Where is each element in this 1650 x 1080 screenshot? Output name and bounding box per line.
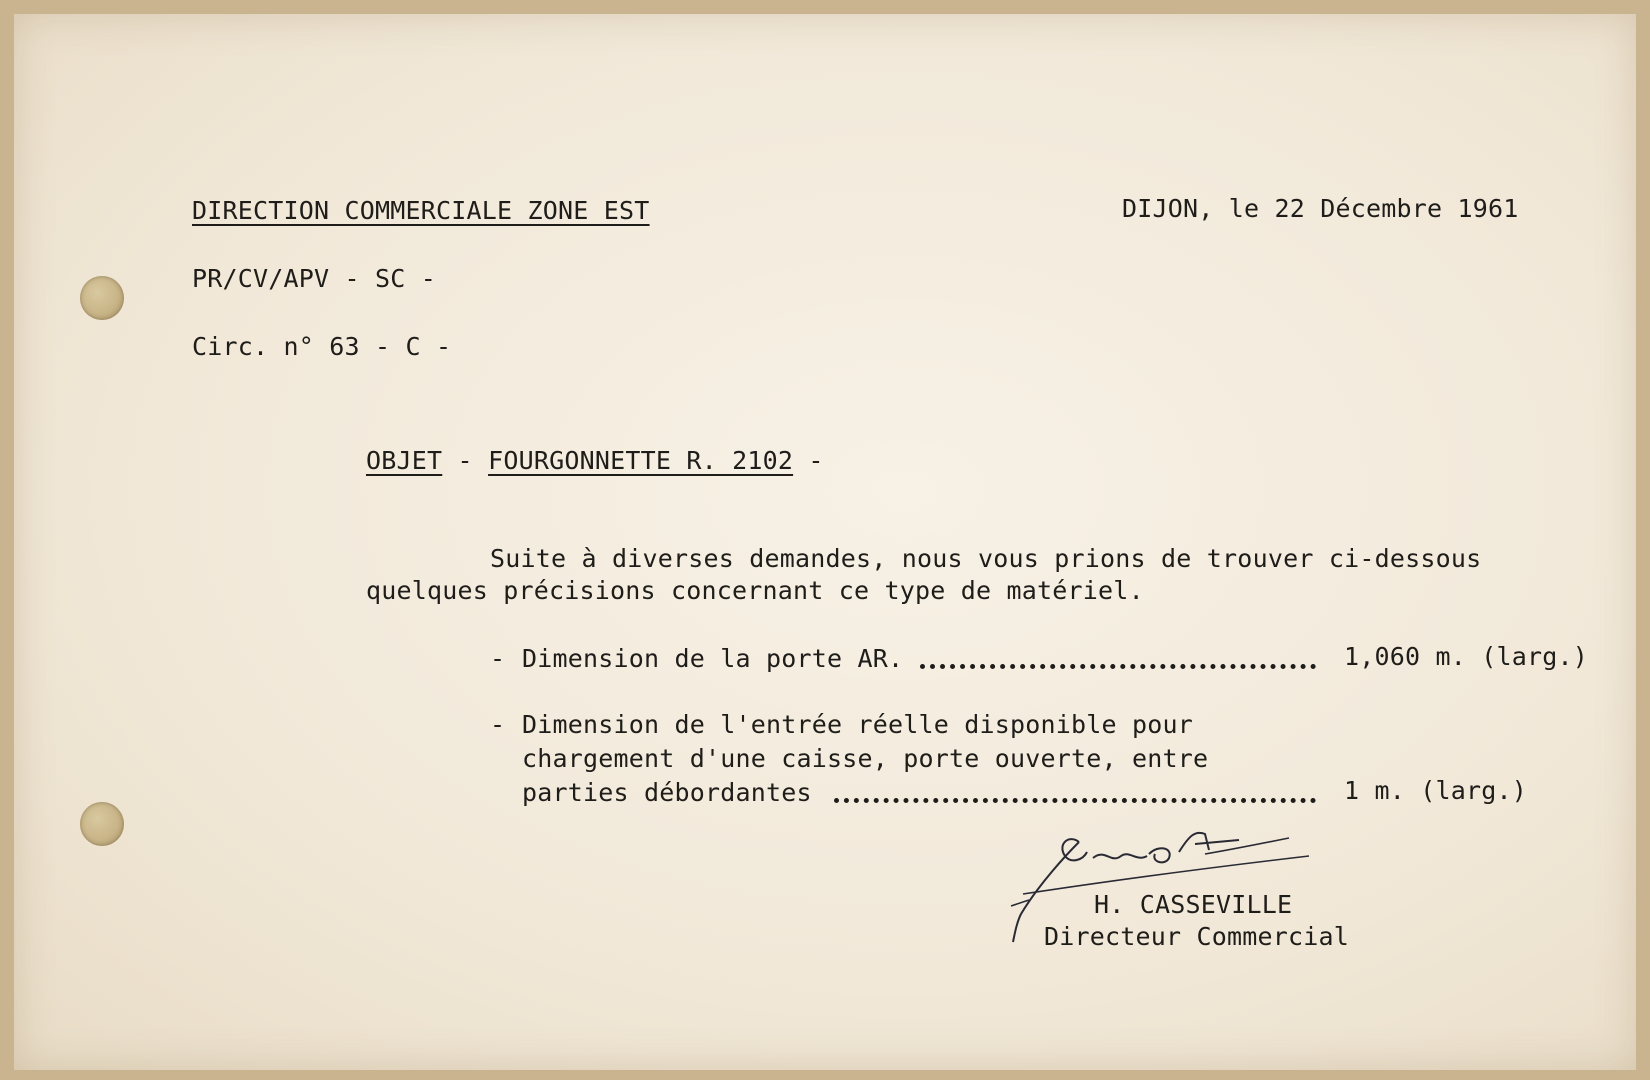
item-2-line-1: Dimension de l'entrée réelle disponible pour [522, 710, 1194, 739]
letter-sheet [14, 14, 1636, 1070]
item-1-leader-dots [920, 664, 1316, 669]
signatory-title: Directeur Commercial [1044, 922, 1350, 951]
item-2-line-2: chargement d'une caisse, porte ouverte, entre [522, 744, 1209, 773]
signatory-name: H. CASSEVILLE [1094, 890, 1293, 919]
department-heading: DIRECTION COMMERCIALE ZONE EST [192, 196, 650, 225]
item-2-leader-dots [834, 798, 1316, 803]
subject-trailing: - [808, 446, 824, 475]
item-1-label: Dimension de la porte AR. [522, 644, 904, 673]
item-2-bullet: - [490, 710, 506, 739]
place-date: DIJON, le 22 Décembre 1961 [1122, 194, 1519, 223]
subject-line [366, 446, 824, 475]
reference-code: PR/CV/APV - SC - [192, 264, 437, 293]
item-2-line-3: parties débordantes [522, 778, 812, 807]
circular-number: Circ. n° 63 - C - [192, 332, 452, 361]
punch-hole-top [80, 276, 124, 320]
item-1-bullet: - [490, 644, 506, 673]
subject-title: FOURGONNETTE R. 2102 [488, 446, 794, 475]
subject-label: OBJET [366, 446, 443, 475]
intro-line-2: quelques précisions concernant ce type de matériel. [366, 576, 1144, 605]
subject-separator: - [457, 446, 473, 475]
intro-line-1: Suite à diverses demandes, nous vous prions de trouver ci-dessous [490, 544, 1482, 573]
item-2-value: 1 m. (larg.) [1344, 776, 1528, 805]
punch-hole-bottom [80, 802, 124, 846]
item-1-value: 1,060 m. (larg.) [1344, 642, 1589, 671]
